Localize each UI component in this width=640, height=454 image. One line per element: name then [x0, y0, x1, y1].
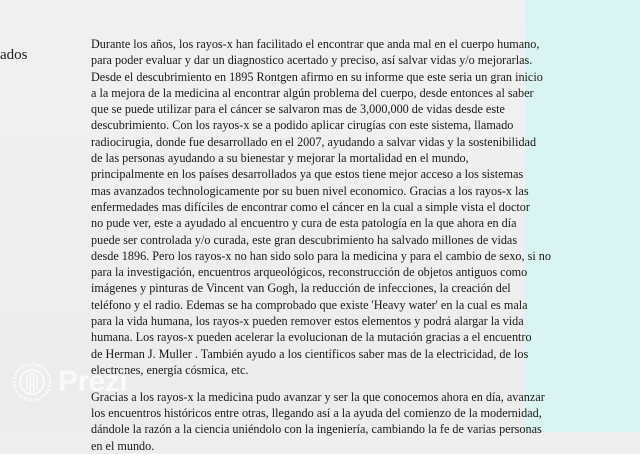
- text-line: imágenes y pinturas de Vincent van Gogh, la reducción de infecciones, la creación del: [91, 281, 511, 296]
- text-line: puede ser controlada y/o curada, este gran descubrimiento ha salvado millones de vidas: [91, 232, 518, 247]
- slide-body-text: [91, 36, 551, 454]
- text-line: desde 1896. Pero los rayos-x no han sido solo para la medicina y para el cambio de sexo, si no: [91, 248, 551, 263]
- prezi-logo-text: Prezi: [58, 365, 128, 398]
- text-line: descubrimiento. Con los rayos-x se a podido aplicar cirugías con este sistema, llamado: [91, 118, 514, 133]
- text-line: Durante los años, los rayos-x han facilitado el encontrar que anda mal en el cuerpo humano,: [91, 37, 540, 51]
- text-line: enfermedades mas difíciles de encontrar como el cáncer en la cual a simple vista el doctor: [91, 199, 530, 214]
- text-line: Desde el descubrimiento en 1895 Rontgen afirmo en su informe que este seria un gran inicio: [91, 69, 543, 84]
- text-line: para la vida humana, los rayos-x pueden remover estos elementos y podrá alargar la vida: [91, 314, 524, 329]
- text-line: radiocirugia, donde fue desarrollado en el 2007, ayudando a salvar vidas y la sostenibilidad: [91, 134, 537, 149]
- text-line: que se puede utilizar para el cáncer se salvaron mas de 3,000,000 de vidas desde este: [91, 102, 505, 117]
- text-line: teléfono y el radio. Edemas se ha comprobado que existe 'Heavy water' en la cual es mala: [91, 297, 528, 312]
- text-line: para la investigación, encuentros arqueológicos, reconstrucción de objetos antiguos como: [91, 265, 528, 280]
- text-line: principalmente en los países desarrollados ya que estos tiene mejor acceso a los sistemas: [91, 167, 524, 182]
- text-line: no pude ver, este a ayudado al encuentro y cura de esta patología en la que ahora en día: [91, 216, 517, 231]
- text-line: mas avanzados technologicamente por su buen nivel economico. Gracias a los rayos-x las: [91, 183, 529, 198]
- text-line: en el mundo.: [91, 438, 155, 453]
- paragraph-2: [91, 389, 551, 454]
- text-line: de Herman J. Muller . También ayudo a los científicos saber mas de la electricidad, de los: [91, 346, 529, 361]
- text-line: para poder evaluar y dar un diagnostico acertado y preciso, así salvar vidas y/o mejorarlas.: [91, 53, 533, 68]
- prezi-logo-icon: [12, 362, 52, 402]
- text-line: los encuentros históricos entre otras, llegando así a la ayuda del comienzo de la modernidad,: [91, 406, 542, 421]
- text-line: de las personas ayudando a su bienestar y mejorar la mortalidad en el mundo,: [91, 151, 469, 166]
- text-line: electrones, energía cósmica, etc.: [91, 362, 249, 377]
- text-line: humana. Los rayos-x pueden acelerar la evolucionan de la mutación gracias a el encuentro: [91, 330, 532, 345]
- text-line: a la mejora de la medicina al encontrar algún problema del cuerpo, desde entonces al saber: [91, 85, 534, 100]
- paragraph-1: [91, 36, 551, 378]
- text-line: Gracias a los rayos-x la medicina pudo avanzar y ser la que conocemos ahora en día, avanzar: [91, 389, 545, 404]
- text-line: dándole la razón a la ciencia uniéndolo con la ingeniería, cambiando la fe de varias personas: [91, 422, 542, 437]
- prezi-logo: [12, 362, 127, 402]
- previous-slide-text: ados: [0, 47, 28, 63]
